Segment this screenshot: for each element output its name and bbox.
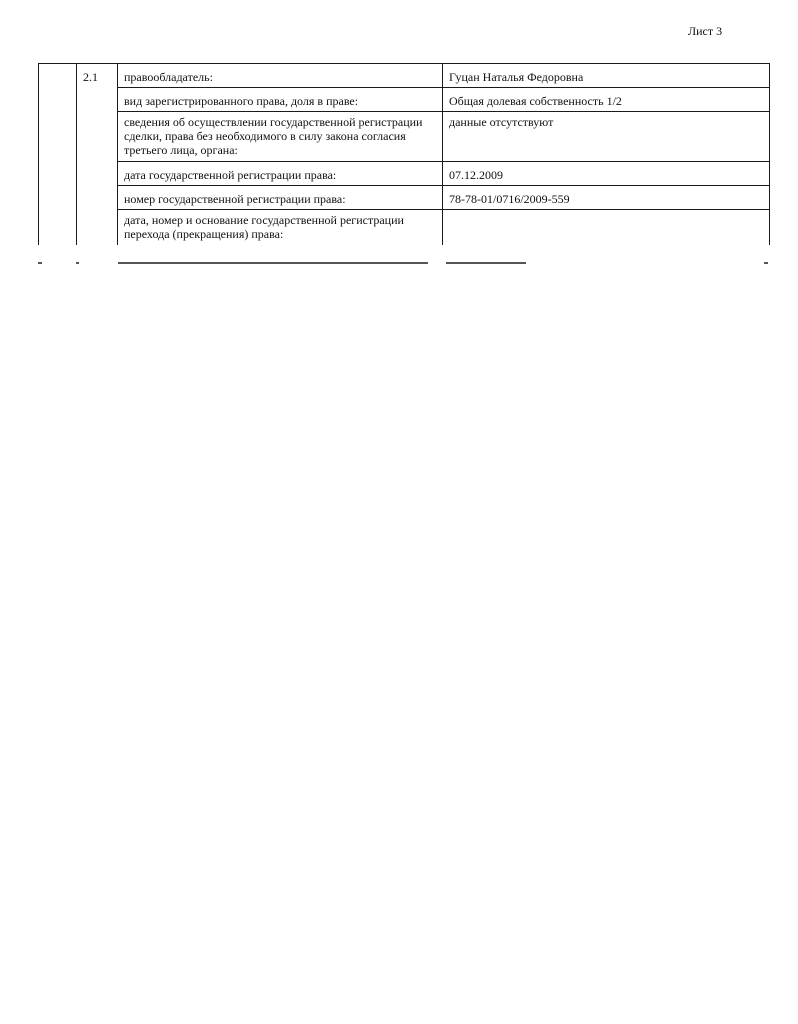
record-number-cell: 2.1: [77, 64, 118, 246]
table-row: [39, 162, 770, 186]
row-label: номер государственной регистрации права:: [118, 186, 443, 210]
page-cut-edge: [38, 262, 769, 266]
row-label: сведения об осуществлении государственной регистрации сделки, права без необходимого в силу закона согласия третьего лица, органа:: [118, 112, 443, 162]
empty-margin-cell: [39, 64, 77, 246]
rights-record-table: [38, 63, 770, 245]
table-row: [39, 186, 770, 210]
row-value: Общая долевая собственность 1/2: [443, 88, 770, 112]
sheet-label: Лист 3: [688, 24, 723, 38]
table-row: [39, 64, 770, 88]
row-value: данные отсутствуют: [443, 112, 770, 162]
table-row: [39, 210, 770, 246]
row-value: 78-78-01/0716/2009-559: [443, 186, 770, 210]
row-label: дата, номер и основание государственной регистрации перехода (прекращения) права:: [118, 210, 443, 246]
row-value: [443, 210, 770, 246]
table-row: [39, 88, 770, 112]
row-label: дата государственной регистрации права:: [118, 162, 443, 186]
table-row: [39, 112, 770, 162]
row-label: вид зарегистрированного права, доля в праве:: [118, 88, 443, 112]
row-value: Гуцан Наталья Федоровна: [443, 64, 770, 88]
row-value: 07.12.2009: [443, 162, 770, 186]
row-label: правообладатель:: [118, 64, 443, 88]
